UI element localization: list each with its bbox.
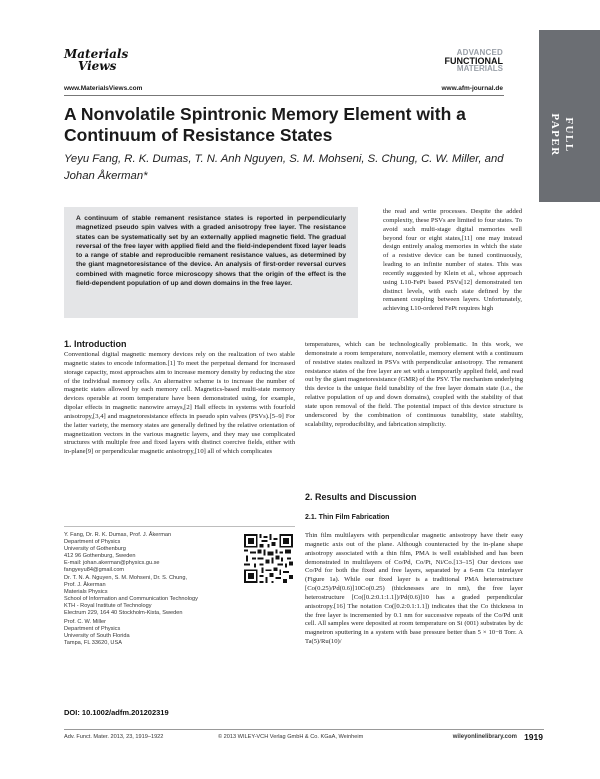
qr-code-icon[interactable] [244,534,293,583]
journal-logo [445,49,504,73]
journal-logo-line3: MATERIALS [456,64,503,73]
subsection-heading-fabrication: 2.1. Thin Film Fabrication [305,514,390,521]
paragraph: Conventional digital magnetic memory devices rely on the realization of two stable magnetic states to encode information.[1] To meet the perpetual demand for increased storage capacity, most approaches aim to increase memory density by reducing the size of the individual memory cells. An alternative scheme is to increase the number of magnetic states allowed by each memory cell. Magnetics-based multi-state memory devices operable at room temperature have been demonstrated using, for example, dipolar effects in magnetic nanowire arrays,[2] Hall effects in systems with fourfold anisotropy,[3,4] and magnetoresistance effects in pseudo spin valves (PSVs).[5–9] For the latter variety, the memory states are generally defined by the relative orientation of magnetization vectors in the various magnetic layers, and they may use complicated structures with multiple free and fixed layers with distinct coercive fields, either with in-plane[9] or perpendicular magnetic anisotropy,[10] all of which complicates [64,351,295,456]
journal-citation: Adv. Funct. Mater. 2013, 23, 1919–1922 [64,734,164,740]
author-list: Yeyu Fang, R. K. Dumas, T. N. Anh Nguyen, S. M. Mohseni, S. Chung, C. W. Miller, and Johan Åkerman* [64,153,504,182]
paragraph: temperatures, which can be technologically problematic. In this work, we demonstrate a room temperature, nonvolatile, memory element with a continuum of resistive states realized in PSVs with perpendicular anisotropy. The remanent resistance states of the free layer are set with a temporarily applied field, and read out by the giant magnetoresistance (GMR) of the PSV. The mechanism underlying this device is the unique field tunability of the free layer domain state (i.e., the relative population of up and down domains), coupled with the stability of that state upon removal of the field. The potential impact of this device structure is underscored by the combination of continuous tunability, state stability, scalability, reproducibility, and fabrication simplicity. [305,341,523,428]
affiliation-line: Prof. J. Åkerman [64,582,106,589]
affiliation-line: Materials Physics [64,589,108,596]
affiliation-line: School of Information and Communication Technology [64,596,198,603]
affiliation-line: Y. Fang, Dr. R. K. Dumas, Prof. J. Åkerman [64,532,172,538]
affiliation-line: University of Gothenburg [64,545,126,552]
affiliation-line: Prof. C. W. Miller [64,618,106,625]
article-title: A Nonvolatile Spintronic Memory Element with a Continuum of Resistance States [64,104,466,145]
copyright-notice: © 2013 WILEY-VCH Verlag GmbH & Co. KGaA, Weinheim [218,734,364,740]
wiley-site-link[interactable]: wileyonlinelibrary.com [452,734,517,740]
affiliation-line: Department of Physics [64,625,121,632]
affiliation-email[interactable]: E-mail: johan.akerman@physics.gu.se [64,559,160,566]
affiliation-line: 412 96 Gothenburg, Sweden [64,552,136,559]
materials-views-logo [64,47,129,73]
affiliation-email[interactable]: fangyeyu84@gmail.com [64,566,125,573]
publisher-url[interactable]: www.MaterialsViews.com [64,85,143,92]
paragraph: the read and write processes. Despite the added complexity, these PSVs are limited to four states. To avoid such multi-stage digital memories well beyond four or eight states,[11] one may instead design entirely analog memories in which the state of a resistive device can be tuned continuously, leading to an infinite number of states. This was recently suggested by Klein et al., whose approach using L10-FePt based PSVs[12] demonstrated ten distinct levels, with each state defined by the remanent coupling between layers. Unfortunately, achieving L10-ordered FePt requires high [383,208,522,313]
section-heading-results: 2. Results and Discussion [305,492,417,502]
logo-left-word1: Materials [64,47,129,61]
introduction-body [64,351,295,457]
section-heading-introduction: 1. Introduction [64,339,127,349]
footer-divider [64,729,544,730]
affiliation-line: Electrum 229, 164 40 Stockholm-Kista, Sweden [64,609,183,616]
journal-logo-line2: FUNCTIONAL [444,56,503,66]
journal-logo-line1: ADVANCED [456,48,503,57]
affiliation-line: Department of Physics [64,538,121,545]
paragraph: Thin film multilayers with perpendicular magnetic anisotropy have their easy magnetic axis out of the plane. Although counteracted by the in-plane shape anisotropy associated with a thin film, PMA is well established and has been demonstrated in multilayers of Co/Pd, Co/Pt, Ni/Co.[13–15] Our devices use Co/Pd for both the fixed and free layers, separated by a 6-nm Cu interlayer (Figure 1a). While our fixed layer is a traditional PMA heterostructure [Co(0.25)/Pd(0.6)]10Co(0.25) (thicknesses are in nm), the free layer heterostructure [Co([0.2:0.1:1.1])/Pd(0.6)]10 has a graded perpendicular anisotropy.[16] The notation Co([0.2:0.1:1.1]) indicates that the Co thickness in the free layer is incremented by 0.1 nm for successive repeats of the Co/Pd unit cell. All samples were deposited at room temperature on Si (001) substrates by dc magnetron sputtering in a system with base pressure better than 5 × 10−8 Torr. A Ta(5)/Ru(10)/ [305,532,523,646]
doi-link[interactable]: DOI: 10.1002/adfm.201202319 [64,708,169,717]
article-type-label: FULL PAPER [549,113,575,157]
affiliation-line: KTH - Royal Institute of Technology [64,603,152,610]
page-number: 1919 [524,732,543,742]
right-column-body [305,341,523,429]
affiliation-divider [64,526,295,527]
header-divider [64,95,504,96]
logo-left-word2: Views [78,59,117,73]
fabrication-body [305,532,523,647]
affiliation-line: Dr. T. N. A. Nguyen, S. M. Mohseni, Dr. S. Chung, [64,575,188,582]
journal-url[interactable]: www.afm-journal.de [441,85,503,92]
affiliation-line: University of South Florida [64,632,130,639]
right-column-intro-continued [383,208,522,314]
affiliation-line: Tampa, FL 33620, USA [64,639,122,646]
abstract-box: A continuum of stable remanent resistance states is reported in perpendicularly magnetized pseudo spin valves with a graded anisotropy free layer. The resistance states can be systematically set by an externally applied magnetic field. The gradual reversal of the free layer with applied field and the field-independent fixed layer leads to a range of stable and reproducible remanent resistance values, as determined by the giant magnetoresistance of the device. An analysis of first-order reversal curves combined with magnetic force microscopy shows that the origin of the effect is the field-dependent population of up and down domains in the free layer. [64,207,358,318]
affiliation-block [64,532,244,647]
